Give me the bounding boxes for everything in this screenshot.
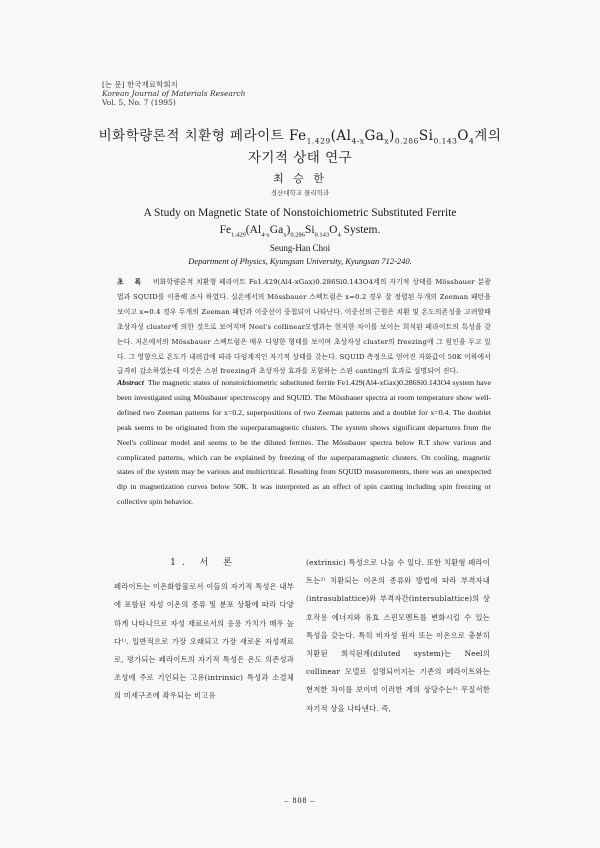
author-english: Seung-Han Choi: [269, 243, 331, 253]
journal-name-en: Korean Journal of Materials Research: [102, 89, 246, 98]
author-korean: 최 승 한: [273, 172, 327, 185]
title-english-line2: $Fe_{1.429}(Al_{4-x}Ga_x)_{0.286}Si_{0.143}O_4$ System.: [219, 224, 381, 239]
affiliation-english: Department of Physics, Kyungsan University, Kyungsan 712-240.: [188, 256, 412, 266]
affiliation-korean: 경산대학교 물리학과: [270, 189, 330, 197]
title-korean-line1: 비화학량론적 치환형 페라이트 $Fe_{1.429}(Al_{4-x}Ga_x)_{0.286}Si_{0.143}O_4$계의: [98, 128, 502, 146]
title-english: [60, 205, 540, 239]
abstract-korean-label: 초 록: [117, 278, 146, 286]
section-heading: 1. 서 론: [170, 558, 238, 568]
journal-volume: Vol. 5, No. 7 (1995): [102, 98, 176, 107]
title-korean-line2: 자기적 상태 연구: [247, 150, 353, 166]
journal-header: [102, 80, 245, 107]
journal-category: [논 문] 한국재료학회지: [102, 80, 178, 89]
abstract-korean-text: 비화학량론적 치환형 페라이트 Fe1.429(Al4-xGax)0.286Si0.143O4계의 자기적 상태를 Mössbauer 분광법과 SQUID를 이용해 조사 하였다. 실온에서의 Mössbauer 스펙트럼은 x=0.2 경우 잘 정렬된 두개의 Zeeman 패턴을 보이고 x=0.4 경우 두개의 Zeeman 패턴과 이중선이 중첩되어 나타난다. 이중선의 근원은 치환 및 온도의존성을 고려할때 초상자성 cluster에 의한 것으로 보여지며 Neel's collinear모델과는 현저한 차이를 보이는 희석된 페라이트의 특성을 갖는다. 저온에서의 Mössbauer 스펙트럼은 매우 다양한 형태를 보이며 초상자성 cluster의 freezing에 그 원인을 두고 있다. 그 영향으로 온도가 내려감에 따라 다임계적인 자기적 상태를 갖는다. SQUID 측정으로 얻어진 자화값이 50K 이하에서 급격히 감소하였는데 이것은 스핀 freezing과 초상자성 효과를 포함하는 스핀 canting의 효과로 설명되어 진다.: [117, 278, 492, 376]
body-paragraph-left: 페라이트는 이온화합물로서 이들의 자기적 특성은 내부에 포함된 자성 이온의 종류 및 분포 상황에 따라 다양하게 나타나므로 자성 재료로서의 응용 가치가 매우 높다¹⁾. 일반적으로 가장 오래되고 가장 새로운 자성재료로, 평가되는 페라이트의 자기적 특성은 온도 의존성과 조성에 주로 기인되는 고유(intrinsic) 특성과 소결체의 미세구조에 좌우되는 비고유: [114, 582, 294, 701]
abstract-korean: [117, 275, 491, 379]
body-column-left: [114, 554, 294, 706]
abstract-english: [117, 376, 491, 510]
abstract-english-label: Abstract: [117, 378, 144, 387]
title-english-line1: A Study on Magnetic State of Nonstoichiometric Substituted Ferrite: [143, 207, 457, 219]
page-number: – 808 –: [284, 796, 316, 805]
title-korean: [60, 125, 540, 169]
body-column-right: [306, 554, 490, 718]
body-paragraph-right: (extrinsic) 특성으로 나눌 수 있다. 또한 치환형 페라이트는²⁾ 치환되는 이온의 종류와 방법에 따라 부격자내(intrasublattice)와 부격자간(intersublattice)의 상호작용 에너지와 유효 스핀모멘트를 변화시킬 수 있는 특성을 갖는다. 특히 비자성 원자 또는 이온으로 충분히 치환된 희석된계(diluted system)는 Neel의 collinear 모델로 설명되어지는 기존의 페라이트와는 현저한 차이를 보이며 이러한 계의 상당수는³⁾ 무질서한 자기적 상을 나타낸다. 즉,: [306, 558, 490, 713]
abstract-english-text: The magnetic states of nonstoichiometric substituted ferrite Fe1.429(Al4-xGax)0.286Si0.143O4 system have been investigated using Mössbauer spectroscopy and SQUID. The Mössbauer spectra at room temperature show well-defined two Zeeman patterns for x=0.2, superpositions of two Zeeman patterns and a doublet for x=0.4. The doublet peak seems to be originated from the superparamagnetic clusters. The system shows significant departures from the Neel's collinear model and seems to be the diluted ferrites. The Mössbauer spectra below R.T show various and complicated patterns, which can be explained by freezing of the superparamagnetic clusters. On cooling, magnetic states of the system may be various and multicritical. Resulting from SQUID measurements, there was an unexpected dip in magnetization curves below 50K. It was interpreted as an effect of spin canting including spin freezing or collective spin behavior.: [117, 378, 491, 507]
